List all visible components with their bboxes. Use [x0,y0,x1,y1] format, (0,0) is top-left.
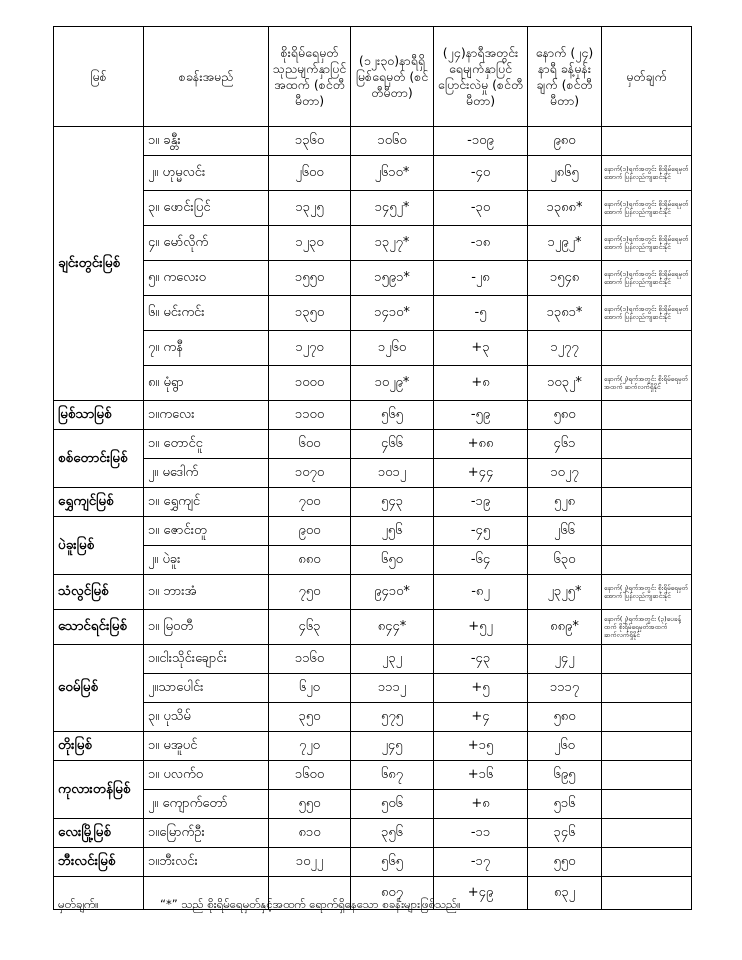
station-name: ၁။ မအူပင် [144,732,269,761]
header-current-level: (၁၂း၃၀)နာရီရှိ မြစ်ရေမှတ် (စင်တီမီတာ) [351,27,434,127]
level-change: +၈၈ [434,430,528,459]
table-row [54,517,692,546]
forecast-level: ၁၁၁၇ [528,674,602,703]
remark [602,703,692,732]
current-level: ၄၆၆ [351,430,434,459]
level-change: +၄၄ [434,459,528,488]
river-name: တိုးမြစ် [54,732,144,761]
forecast-level: ၁၃၈၁* [528,296,602,331]
current-level: ၁၂၆၀ [351,331,434,366]
forecast-level: ၆၃၀ [528,546,602,575]
table-row [54,191,692,226]
danger-level: ၁၁၀၀ [269,401,351,430]
station-name: ၇။ ကနီ [144,331,269,366]
station-name: ၁။ ပလက်ဝ [144,761,269,790]
current-level: ၁၄၅၂* [351,191,434,226]
forecast-level: ၅၂၈ [528,488,602,517]
station-name: ၂။ ကျောက်တော် [144,790,269,819]
river-name: ဘီးလင်းမြစ် [54,848,144,877]
remark [602,790,692,819]
level-change: -၄၅ [434,517,528,546]
remark [602,331,692,366]
empty-cell [602,877,692,910]
current-level: ၁၀၁၂ [351,459,434,488]
level-change: +၅၂ [434,610,528,645]
level-change: -၂၈ [434,261,528,296]
current-level: ၁၃၂၇* [351,226,434,261]
current-level: ၆၈၇ [351,761,434,790]
level-change: -၁၈ [434,226,528,261]
forecast-level: ၁၃၈၈* [528,191,602,226]
danger-level: ၁၃၆၀ [269,127,351,156]
danger-level: ၁၀၂၂ [269,848,351,877]
header-forecast: နောက် (၂၄) နာရီ ခန့်မှန်းချက် (စင်တီမီတာ) [528,27,602,127]
table-row [54,156,692,191]
station-name: ၁။ ဘားအံ [144,575,269,610]
danger-level: ၉၀၀ [269,517,351,546]
danger-level: ၁၁၆၀ [269,645,351,674]
remark [602,430,692,459]
forecast-level: ၅၁၆ [528,790,602,819]
station-name: ၁။ တောင်ငူ [144,430,269,459]
table-row [54,848,692,877]
remark: နောက်(၁)ရက်အတွင်း စိုးရိမ်ရေမှတ်အောက် ပြန်လည်ကျဆင်းနိုင် [602,191,692,226]
level-change: +၈ [434,790,528,819]
remark [602,488,692,517]
level-change: +၅ [434,674,528,703]
remark: နောက်(၁)ရက်အတွင်း စိုးရိမ်ရေမှတ်အောက် ပြန်လည်ကျဆင်းနိုင် [602,226,692,261]
remark [602,674,692,703]
remark [602,546,692,575]
extra-level: ၈၀၇ [351,877,434,910]
danger-level: ၁၆၀၀ [269,761,351,790]
header-station: စခန်းအမည် [144,27,269,127]
extra-forecast: ၈၃၂ [528,877,602,910]
forecast-level: ၁၀၂၇ [528,459,602,488]
table-row [54,261,692,296]
danger-level: ၂၆၀၀ [269,156,351,191]
level-change: +၁၅ [434,732,528,761]
station-name: ၁။ဘီးလင်း [144,848,269,877]
table-row [54,296,692,331]
table-row [54,674,692,703]
station-name: ၁။ကလေး [144,401,269,430]
level-change: -၃၀ [434,191,528,226]
forecast-level: ၂၄၂ [528,645,602,674]
extra-change: +၄၉ [434,877,528,910]
forecast-level: ၁၂၉၂* [528,226,602,261]
level-change: -၁၇ [434,848,528,877]
danger-level: ၆၀၀ [269,430,351,459]
water-level-report [53,26,691,910]
danger-level: ၁၃၅၀ [269,296,351,331]
forecast-level: ၁၂၇၇ [528,331,602,366]
river-name: ကုလားတန်မြစ် [54,761,144,819]
current-level: ၁၀၆၀ [351,127,434,156]
table-row [54,790,692,819]
forecast-level: ၅၈၀ [528,703,602,732]
station-name: ၁။ ရွှေကျင် [144,488,269,517]
current-level: ၂၄၅ [351,732,434,761]
level-change: -၄၀ [434,156,528,191]
forecast-level: ၂၆၀ [528,732,602,761]
water-level-table [53,26,692,910]
current-level: ၂၆၁၀* [351,156,434,191]
remark: နောက်(၂)ရက်အတွင်း စိုးရိမ်ရေမှတ် အောက် ပြန်လည်ကျဆင်းနိုင် [602,575,692,610]
remark [602,819,692,848]
table-row [54,610,692,645]
level-change: -၅၉ [434,401,528,430]
danger-level: ၁၀၇၀ [269,459,351,488]
forecast-level: ၁၀၃၂* [528,366,602,401]
table-row [54,645,692,674]
river-name: စစ်တောင်းမြစ် [54,430,144,488]
table-row [54,546,692,575]
danger-level: ၁၂၇၀ [269,331,351,366]
forecast-level: ၁၅၄၈ [528,261,602,296]
header-row [54,27,692,127]
river-name: သောင်ရင်းမြစ် [54,610,144,645]
table-row [54,761,692,790]
river-name: သံလွင်မြစ် [54,575,144,610]
remark: နောက်(၁)ရက်အတွင်း စိုးရိမ်ရေမှတ်အောက် ပြန်လည်ကျဆင်းနိုင် [602,296,692,331]
forecast-level: ၃၄၆ [528,819,602,848]
station-name: ၁။မြောက်ဦး [144,819,269,848]
station-name: ၁။ ဇောင်းတူ [144,517,269,546]
danger-level: ၈၈၀ [269,546,351,575]
danger-level: ၇၂၀ [269,732,351,761]
table-row [54,430,692,459]
level-change: -၁၀၉ [434,127,528,156]
river-name: ချင်းတွင်းမြစ် [54,127,144,401]
forecast-level: ၄၆၁ [528,430,602,459]
forecast-level: ၈၈၉* [528,610,602,645]
table-row [54,732,692,761]
table-row [54,575,692,610]
remark [602,645,692,674]
current-level: ၅၆၅ [351,848,434,877]
forecast-level: ၂၆၆ [528,517,602,546]
forecast-level: ၅၈၀ [528,401,602,430]
remark [602,761,692,790]
current-level: ၈၄၄* [351,610,434,645]
header-danger-level: စိုးရိမ်ရေမှတ် သုညမျက်နှာပြင် အထက် (စင်တီမီတာ) [269,27,351,127]
remark [602,127,692,156]
danger-level: ၈၁၀ [269,819,351,848]
header-24h-change: (၂၄)နာရီအတွင်း ရေမျက်နှာပြင် ပြောင်းလဲမှု (စင်တီမီတာ) [434,27,528,127]
danger-level: ၁၂၃၀ [269,226,351,261]
station-name: ၂။ မဒေါက် [144,459,269,488]
station-name: ၈။ မုံရွာ [144,366,269,401]
remark [602,732,692,761]
current-level: ၁၄၁၀* [351,296,434,331]
current-level: ၉၄၁၀* [351,575,434,610]
header-remark: မှတ်ချက် [602,27,692,127]
forecast-level: ၆၉၅ [528,761,602,790]
level-change: -၆၄ [434,546,528,575]
danger-level: ၁၅၅၀ [269,261,351,296]
remark [602,459,692,488]
level-change: +၁၆ [434,761,528,790]
table-row [54,127,692,156]
current-level: ၅၄၃ [351,488,434,517]
current-level: ၁၅၉၁* [351,261,434,296]
danger-level: ၁၀၀၀ [269,366,351,401]
current-level: ၃၅၆ [351,819,434,848]
danger-level: ၇၀၀ [269,488,351,517]
remark [602,517,692,546]
danger-level: ၄၆၃ [269,610,351,645]
level-change: -၁၉ [434,488,528,517]
table-row [54,488,692,517]
footer-note [58,897,461,914]
danger-level: ၇၅၀ [269,575,351,610]
remark: နောက်(၂)ရက်အတွင်း စိုးရိမ်ရေမှတ်အထက် ဆက်လက်ရှိနိုင် [602,366,692,401]
station-name: ၁။ ခန္တီး [144,127,269,156]
current-level: ၂၃၂ [351,645,434,674]
forecast-level: ၉၈၀ [528,127,602,156]
river-name: မြစ်သာမြစ် [54,401,144,430]
current-level: ၁၁၁၂ [351,674,434,703]
footer-text: “*” သည် စိုးရိမ်ရေမှတ်နှင့်အထက် ရောက်ရှိနေသော စခန်းများဖြစ်သည်။ [160,897,461,911]
current-level: ၂၅၆ [351,517,434,546]
table-row [54,703,692,732]
station-name: ၄။ မော်လိုက် [144,226,269,261]
remark: နောက်(၂)ရက်အတွင်း (၃)ပေခန့်ထက် စိုးရိမ်ရေမှတ်အထက် ဆက်လက်ရှိနိုင် [602,610,692,645]
level-change: -၁၁ [434,819,528,848]
forecast-level: ၂၈၆၅ [528,156,602,191]
level-change: +၄ [434,703,528,732]
current-level: ၁၀၂၉* [351,366,434,401]
forecast-level: ၂၃၂၅* [528,575,602,610]
station-name: ၅။ ကလေးဝ [144,261,269,296]
station-name: ၂။သာပေါင်း [144,674,269,703]
danger-level: ၁၃၂၅ [269,191,351,226]
danger-level: ၆၂၀ [269,674,351,703]
current-level: ၅၇၅ [351,703,434,732]
level-change: +၈ [434,366,528,401]
remark [602,401,692,430]
table-row [54,331,692,366]
table-row [54,366,692,401]
river-name: ပဲခူးမြစ် [54,517,144,575]
remark: နောက်(၁)ရက်အတွင်း စိုးရိမ်ရေမှတ်အောက် ပြန်လည်ကျဆင်းနိုင် [602,156,692,191]
forecast-level: ၅၅၀ [528,848,602,877]
river-name: လေးမြို့မြစ် [54,819,144,848]
station-name: ၂။ ဟုမ္မလင်း [144,156,269,191]
river-name: ရွှေကျင်မြစ် [54,488,144,517]
level-change: -၄၃ [434,645,528,674]
station-name: ၂။ ပဲခူး [144,546,269,575]
station-name: ၁။ငါးသိုင်းချောင်း [144,645,269,674]
header-river: မြစ် [54,27,144,127]
level-change: -၅ [434,296,528,331]
station-name: ၆။ မင်းကင်း [144,296,269,331]
level-change: -၈၂ [434,575,528,610]
current-level: ၅၀၆ [351,790,434,819]
table-row [54,819,692,848]
station-name: ၃။ ပုသိမ် [144,703,269,732]
remark [602,848,692,877]
station-name: ၁။ မြဝတီ [144,610,269,645]
remark: နောက်(၁)ရက်အတွင်း စိုးရိမ်ရေမှတ်အောက် ပြန်လည်ကျဆင်းနိုင် [602,261,692,296]
table-row [54,459,692,488]
current-level: ၅၆၅ [351,401,434,430]
footer-label: မှတ်ချက်။ [58,897,99,911]
danger-level: ၅၅၀ [269,790,351,819]
level-change: +၃ [434,331,528,366]
table-row [54,226,692,261]
table-row [54,401,692,430]
station-name: ၃။ ဖောင်းပြင် [144,191,269,226]
current-level: ၆၅၀ [351,546,434,575]
river-name: ဝေမ်မြစ် [54,645,144,732]
danger-level: ၃၅၀ [269,703,351,732]
